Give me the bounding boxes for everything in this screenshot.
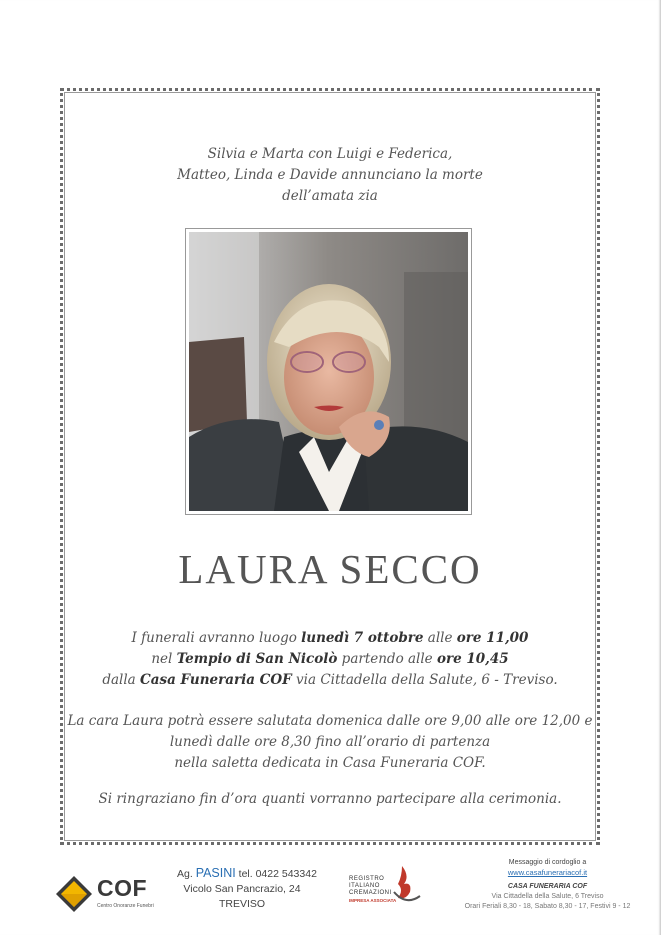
visitation-line-2: lunedì dalle ore 8,30 fino all’orario di partenza: [169, 734, 491, 750]
portrait-photo: [189, 232, 468, 511]
visitation-details: [60, 711, 600, 774]
funeral-details: [60, 628, 600, 691]
funeral-time: ore 11,00: [456, 630, 529, 646]
footer: [0, 852, 661, 935]
deceased-name: LAURA SECCO: [178, 546, 482, 592]
intro-line-1: Silvia e Marta con Luigi e Federica,: [207, 146, 453, 162]
condolence-info: [440, 858, 655, 912]
registro-subtitle: IMPRESA ASSOCIATA: [349, 898, 397, 903]
funeral-home-address: Via Cittadella della Salute, 6 Treviso: [491, 893, 604, 900]
condolence-link[interactable]: www.casafunerariacof.it: [507, 868, 588, 877]
agency-info: [177, 866, 332, 912]
intro-line-3: dell’amata zia: [282, 188, 378, 204]
condolence-label: Messaggio di cordoglio a: [508, 859, 587, 866]
funeral-home-hours: Orari Feriali 8,30 - 18, Sabato 8,30 - 17, Festivi 9 - 12: [464, 903, 631, 910]
funeral-home: Casa Funeraria COF: [140, 672, 292, 688]
cof-logo-text: COF: [97, 875, 148, 901]
funeral-text: partendo alle: [337, 651, 437, 667]
funeral-text: nel: [151, 651, 177, 667]
funeral-text: alle: [423, 630, 457, 646]
registro-line-3: CREMAZIONI: [349, 890, 392, 896]
visitation-line-3: nella saletta dedicata in Casa Funeraria COF.: [174, 755, 486, 771]
funeral-line-2: [60, 649, 600, 670]
agency-phone: tel. 0422 543342: [235, 868, 317, 880]
agency-address: Vicolo San Pancrazio, 24: [183, 883, 301, 895]
thanks-text: Si ringraziano fin d’ora quanti vorranno partecipare alla cerimonia.: [98, 791, 562, 807]
funeral-date: lunedì 7 ottobre: [301, 630, 424, 646]
funeral-address: via Cittadella della Salute, 6 - Treviso.: [291, 672, 558, 688]
funeral-church: Tempio di San Nicolò: [176, 651, 338, 667]
agency-phone-row: [177, 866, 332, 882]
thanks-note: [60, 789, 600, 810]
registro-line-1: REGISTRO: [349, 876, 385, 882]
portrait-frame: [185, 228, 472, 515]
funeral-home-name: CASA FUNERARIA COF: [507, 883, 588, 890]
announcement-intro: [60, 144, 600, 207]
registro-line-2: ITALIANO: [349, 883, 380, 889]
agency-prefix: Ag.: [177, 868, 196, 880]
funeral-text: dalla: [102, 672, 141, 688]
agency-name: PASINI: [195, 866, 236, 880]
departure-time: ore 10,45: [436, 651, 509, 667]
funeral-text: I funerali avranno luogo: [131, 630, 302, 646]
cof-logo-subtitle: Centro Onoranze Funebri: [97, 903, 154, 909]
intro-line-2: Matteo, Linda e Davide annunciano la morte: [177, 167, 483, 183]
funeral-line-3: [60, 670, 600, 691]
funeral-line-1: [60, 628, 600, 649]
visitation-line-1: La cara Laura potrà essere salutata domenica dalle ore 9,00 alle ore 12,00 e: [67, 713, 593, 729]
agency-city: TREVISO: [218, 898, 266, 910]
registro-text: [349, 876, 392, 897]
